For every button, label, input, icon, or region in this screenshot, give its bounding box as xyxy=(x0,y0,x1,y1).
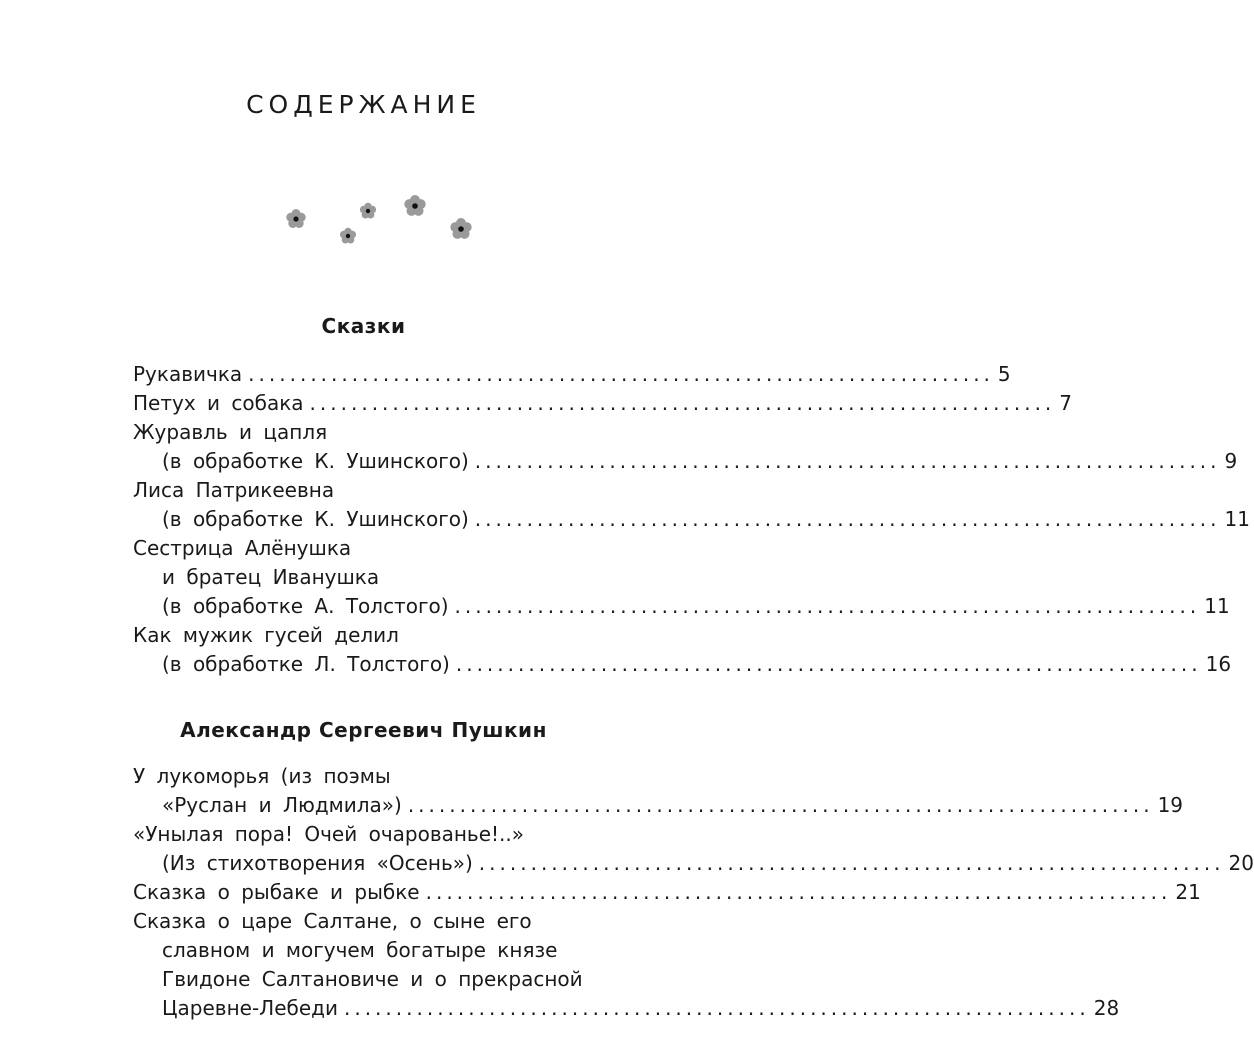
toc-entry[interactable] xyxy=(133,791,1184,820)
toc-entry-title: Сестрица Алёнушка xyxy=(133,536,352,560)
page-number: 7 xyxy=(1059,391,1073,415)
flowers-decoration xyxy=(270,186,490,250)
toc-entry-title: Сказка о царе Салтане, о сыне его xyxy=(133,909,532,933)
toc-entry[interactable] xyxy=(133,650,1232,679)
toc-entry[interactable] xyxy=(133,389,1073,418)
toc-entry-note: (в обработке А. Толстого) xyxy=(162,594,449,618)
page-number: 5 xyxy=(997,362,1011,386)
toc-entry-note: (в обработке Л. Толстого) xyxy=(162,652,450,676)
toc-list xyxy=(133,360,1250,679)
toc-list xyxy=(133,762,1254,1023)
toc-entry[interactable] xyxy=(133,360,1011,389)
dot-leader: ........................................................................ xyxy=(474,449,1221,473)
page-number: 16 xyxy=(1205,652,1232,676)
dot-leader: ........................................................................ xyxy=(474,507,1221,531)
page-number: 9 xyxy=(1224,449,1238,473)
dot-leader: ........................................................................ xyxy=(455,652,1202,676)
dot-leader: ........................................................................ xyxy=(478,851,1225,875)
toc-entry-title: «Унылая пора! Очей очарованье!..» xyxy=(133,822,524,846)
page-number: 28 xyxy=(1093,996,1120,1020)
toc-entry-note: (в обработке К. Ушинского) xyxy=(162,507,469,531)
toc-entry[interactable] xyxy=(133,505,1250,534)
flower-icon xyxy=(286,209,305,228)
toc-entry-title: Сказка о рыбаке и рыбке xyxy=(133,880,420,904)
toc-entry-title-cont: славном и могучем богатыре князе xyxy=(162,938,558,962)
page-number: 19 xyxy=(1157,793,1184,817)
toc-entry[interactable] xyxy=(133,849,1254,878)
section-title: Сказки xyxy=(321,314,406,338)
flower-icon xyxy=(360,203,376,219)
toc-entry-title: У лукоморья (из поэмы xyxy=(133,764,391,788)
toc-entry-title-cont: и братец Иванушка xyxy=(162,565,380,589)
flower-icon xyxy=(404,195,425,216)
toc-entry-title: Петух и собака xyxy=(133,391,304,415)
page-number: 11 xyxy=(1224,507,1250,531)
dot-leader: ........................................................................ xyxy=(425,880,1172,904)
toc-entry-title-cont: Гвидоне Салтановиче и о прекрасной xyxy=(162,967,583,991)
toc-entry[interactable] xyxy=(133,592,1230,621)
toc-entry-note: «Руслан и Людмила») xyxy=(162,793,402,817)
toc-entry-title: Журавль и цапля xyxy=(133,420,328,444)
page-number: 21 xyxy=(1175,880,1201,904)
page-title: СОДЕРЖАНИЕ xyxy=(246,90,481,119)
toc-entry-title: Как мужик гусей делил xyxy=(133,623,399,647)
toc-entry-title-cont: Царевне-Лебеди xyxy=(162,996,338,1020)
toc-entry-note: (Из стихотворения «Осень») xyxy=(162,851,473,875)
toc-entry[interactable] xyxy=(133,878,1201,907)
toc-entry-note: (в обработке К. Ушинского) xyxy=(162,449,469,473)
dot-leader: ........................................................................ xyxy=(343,996,1090,1020)
dot-leader: ........................................................................ xyxy=(248,362,994,386)
dot-leader: ........................................................................ xyxy=(454,594,1201,618)
section-title: Александр Сергеевич Пушкин xyxy=(180,718,547,742)
dot-leader: ........................................................................ xyxy=(407,793,1154,817)
toc-entry-title: Рукавичка xyxy=(133,362,243,386)
flower-icon xyxy=(450,218,471,239)
page-number: 11 xyxy=(1204,594,1230,618)
page-number: 20 xyxy=(1228,851,1254,875)
flower-icon xyxy=(340,228,356,244)
toc-entry[interactable] xyxy=(133,994,1120,1023)
dot-leader: ........................................................................ xyxy=(309,391,1056,415)
toc-entry[interactable] xyxy=(133,447,1238,476)
toc-entry-title: Лиса Патрикеевна xyxy=(133,478,335,502)
